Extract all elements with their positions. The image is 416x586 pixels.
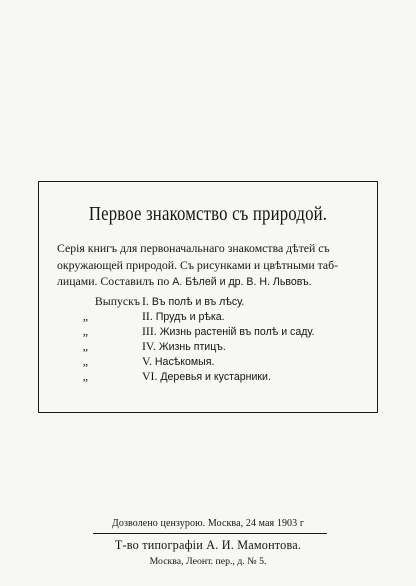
printer-name: Т-во типографіи А. И. Мамонтова.	[114, 538, 302, 552]
ditto-mark: „	[82, 324, 88, 338]
volume-title: Въ полѣ и въ лѣсу.	[151, 296, 245, 308]
volume-number: VI.	[142, 369, 158, 383]
issue-label: Выпускъ	[94, 294, 140, 308]
description-line: окружающей природой. Съ рисунками и цвѣтными таб-	[57, 257, 339, 272]
volume-title: Прудъ и рѣка.	[155, 311, 225, 323]
volume-item	[94, 294, 245, 309]
volume-number: III.	[142, 324, 157, 338]
volume-item	[82, 369, 271, 384]
authors-text: А. Бѣлей и др. В. Н. Львовъ.	[172, 276, 312, 288]
volume-item	[82, 354, 215, 369]
ditto-mark: „	[82, 354, 88, 368]
volume-title: Деревья и кустарники.	[160, 371, 271, 383]
ditto-mark: „	[82, 339, 88, 353]
compiled-by-text: лицами. Составилъ по	[57, 274, 170, 288]
volume-title: Жизнь птицъ.	[158, 341, 226, 353]
volume-number: I.	[142, 294, 149, 308]
volume-item	[82, 339, 226, 354]
volume-title: Жизнь растеній въ полѣ и саду.	[159, 326, 315, 338]
series-description	[57, 240, 367, 291]
series-title: Первое знакомство съ природой.	[88, 204, 328, 225]
volume-number: V.	[142, 354, 152, 368]
series-announcement-box	[38, 181, 378, 413]
volume-title: Насѣкомыя.	[154, 356, 215, 368]
volume-item	[82, 309, 225, 324]
ditto-mark: „	[82, 309, 88, 323]
description-line	[57, 273, 367, 291]
description-line: Серія книгъ для первоначальнаго знакомства дѣтей съ	[57, 241, 330, 255]
ditto-mark: „	[82, 369, 88, 383]
divider	[93, 533, 327, 534]
volume-number: IV.	[142, 339, 156, 353]
printer-address: Москва, Леонт. пер., д. № 5.	[149, 556, 267, 567]
volume-item	[82, 324, 315, 339]
censorship-note: Дозволено цензурою. Москва, 24 мая 1903 г	[111, 518, 305, 529]
volume-number: II.	[142, 309, 153, 323]
